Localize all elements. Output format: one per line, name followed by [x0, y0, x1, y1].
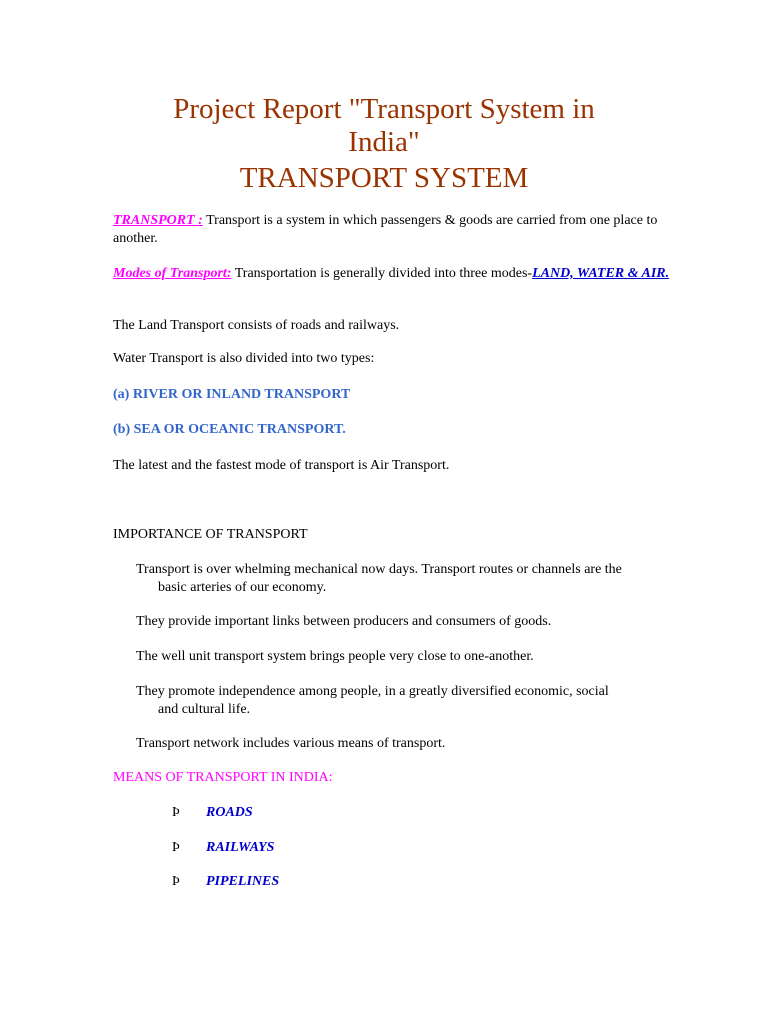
importance-p4-line1: They promote independence among people, in a greatly diversified economic, social — [136, 684, 609, 699]
bullet-marker: Þ — [172, 805, 180, 820]
importance-paragraph-5: Transport network includes various means of transport. — [136, 736, 446, 751]
water-transport-text: Water Transport is also divided into two types: — [113, 351, 375, 366]
air-transport-text: The latest and the fastest mode of transport is Air Transport. — [113, 458, 450, 473]
bullet-marker: Þ — [172, 840, 180, 855]
water-type-a: (a) RIVER OR INLAND TRANSPORT — [113, 387, 351, 402]
title-line-2: India" — [348, 126, 420, 158]
means-item-roads: ROADS — [206, 805, 253, 820]
importance-p1-line2: basic arteries of our economy. — [158, 580, 327, 595]
transport-definition — [113, 212, 673, 248]
importance-heading: IMPORTANCE OF TRANSPORT — [113, 527, 308, 542]
importance-paragraph-4 — [136, 683, 666, 719]
importance-paragraph-1 — [136, 561, 666, 597]
water-type-b: (b) SEA OR OCEANIC TRANSPORT. — [113, 422, 346, 437]
transport-label: TRANSPORT : — [113, 213, 203, 228]
means-item-pipelines: PIPELINES — [206, 874, 280, 889]
modes-label: Modes of Transport: — [113, 266, 232, 281]
modes-text: Transportation is generally divided into three modes- — [231, 266, 533, 281]
land-transport-text: The Land Transport consists of roads and railways. — [113, 318, 400, 333]
bullet-marker: Þ — [172, 874, 180, 889]
importance-p4-line2: and cultural life. — [158, 702, 251, 717]
importance-paragraph-2: They provide important links between producers and consumers of goods. — [136, 614, 552, 629]
means-heading: MEANS OF TRANSPORT IN INDIA: — [113, 770, 333, 785]
importance-paragraph-3: The well unit transport system brings people very close to one-another. — [136, 649, 534, 664]
importance-p1-line1: Transport is over whelming mechanical now days. Transport routes or channels are the — [136, 562, 622, 577]
means-item-railways: RAILWAYS — [206, 840, 275, 855]
transport-text: Transport is a system in which passengers & goods are carried from one place to another. — [113, 213, 658, 246]
modes-paragraph — [113, 265, 673, 283]
title-line-1: Project Report "Transport System in — [173, 93, 595, 125]
modes-list: LAND, WATER & AIR. — [532, 266, 670, 281]
title-line-3: TRANSPORT SYSTEM — [239, 162, 529, 194]
